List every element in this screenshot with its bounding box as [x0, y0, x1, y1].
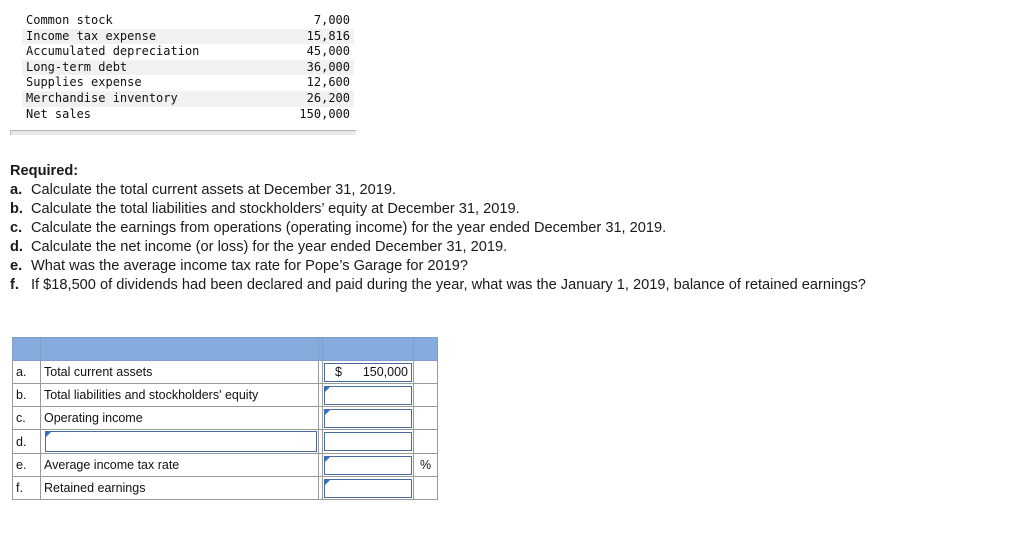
row-label: Retained earnings	[41, 477, 319, 500]
input-flag-icon	[325, 410, 330, 415]
item-text: If $18,500 of dividends had been declared and paid during the year, what was the January 1, 2019, balance of retained earnings?	[31, 277, 866, 293]
row-letter: e.	[13, 454, 41, 477]
retained-earnings-input[interactable]	[324, 479, 412, 498]
account-name: Common stock	[26, 13, 113, 27]
account-name: Supplies expense	[26, 75, 142, 90]
account-row	[22, 44, 354, 60]
average-income-tax-rate-input[interactable]	[324, 456, 412, 475]
item-text: Calculate the earnings from operations (operating income) for the year ended December 31, 2019.	[31, 220, 667, 236]
row-unit	[414, 407, 438, 430]
account-value: 7,000	[313, 13, 350, 27]
currency-symbol: $	[335, 365, 342, 379]
item-text: Calculate the total liabilities and stockholders’ equity at December 31, 2019.	[31, 201, 520, 217]
answer-row-d	[13, 430, 438, 454]
answer-table-header	[13, 338, 438, 361]
account-name: Income tax expense	[26, 28, 157, 43]
account-name: Accumulated depreciation	[26, 44, 200, 59]
row-letter: d.	[13, 430, 41, 454]
row-letter: f.	[13, 477, 41, 500]
required-section	[10, 162, 1010, 295]
answer-row-c	[13, 407, 438, 430]
input-flag-icon	[46, 432, 51, 437]
account-balances-list	[22, 13, 354, 122]
item-letter: a.	[10, 182, 23, 198]
input-flag-icon	[325, 387, 330, 392]
answer-row-f	[13, 477, 438, 500]
net-income-label-select[interactable]	[45, 431, 317, 452]
row-label: Average income tax rate	[41, 454, 319, 477]
item-letter: d.	[10, 239, 23, 255]
row-letter: b.	[13, 384, 41, 407]
required-item	[10, 276, 1010, 295]
account-name: Long-term debt	[26, 59, 128, 74]
account-row	[22, 91, 354, 107]
answer-table	[12, 337, 438, 500]
row-letter: c.	[13, 407, 41, 430]
answer-row-b	[13, 384, 438, 407]
row-label: Total current assets	[41, 361, 319, 384]
required-item	[10, 200, 1010, 219]
account-value: 12,600	[306, 75, 350, 90]
input-value: 150,000	[362, 365, 408, 379]
account-value: 26,200	[306, 90, 350, 105]
item-letter: c.	[10, 220, 23, 236]
required-item	[10, 257, 1010, 276]
row-label: Operating income	[41, 407, 319, 430]
percent-sign: %	[414, 454, 438, 477]
row-unit	[414, 361, 438, 384]
table-scroll-edge	[10, 130, 356, 135]
total-current-assets-input[interactable]	[324, 363, 412, 382]
required-item	[10, 219, 1010, 238]
account-row	[22, 29, 354, 45]
account-value: 45,000	[306, 44, 350, 59]
operating-income-input[interactable]	[324, 409, 412, 428]
required-item	[10, 238, 1010, 257]
row-unit	[414, 477, 438, 500]
net-income-input[interactable]	[324, 432, 412, 451]
item-letter: f.	[10, 277, 19, 293]
row-unit	[414, 384, 438, 407]
account-value: 150,000	[299, 106, 350, 121]
account-name: Net sales	[26, 106, 92, 121]
input-flag-icon	[325, 457, 330, 462]
item-letter: b.	[10, 201, 23, 217]
input-flag-icon	[325, 480, 330, 485]
account-name: Merchandise inventory	[26, 90, 178, 105]
required-item	[10, 181, 1010, 200]
item-text: Calculate the total current assets at December 31, 2019.	[31, 182, 397, 198]
account-row	[22, 13, 354, 29]
required-heading: Required:	[10, 163, 79, 179]
item-text: Calculate the net income (or loss) for the year ended December 31, 2019.	[31, 239, 508, 255]
answer-row-a	[13, 361, 438, 384]
item-letter: e.	[10, 258, 23, 274]
account-value: 36,000	[306, 59, 350, 74]
item-text: What was the average income tax rate for Pope’s Garage for 2019?	[31, 258, 468, 274]
row-unit	[414, 430, 438, 454]
account-row	[22, 107, 354, 123]
account-value: 15,816	[306, 28, 350, 43]
row-label: Total liabilities and stockholders' equity	[41, 384, 319, 407]
total-liabilities-equity-input[interactable]	[324, 386, 412, 405]
account-row	[22, 60, 354, 76]
account-row	[22, 75, 354, 91]
row-letter: a.	[13, 361, 41, 384]
answer-row-e	[13, 454, 438, 477]
